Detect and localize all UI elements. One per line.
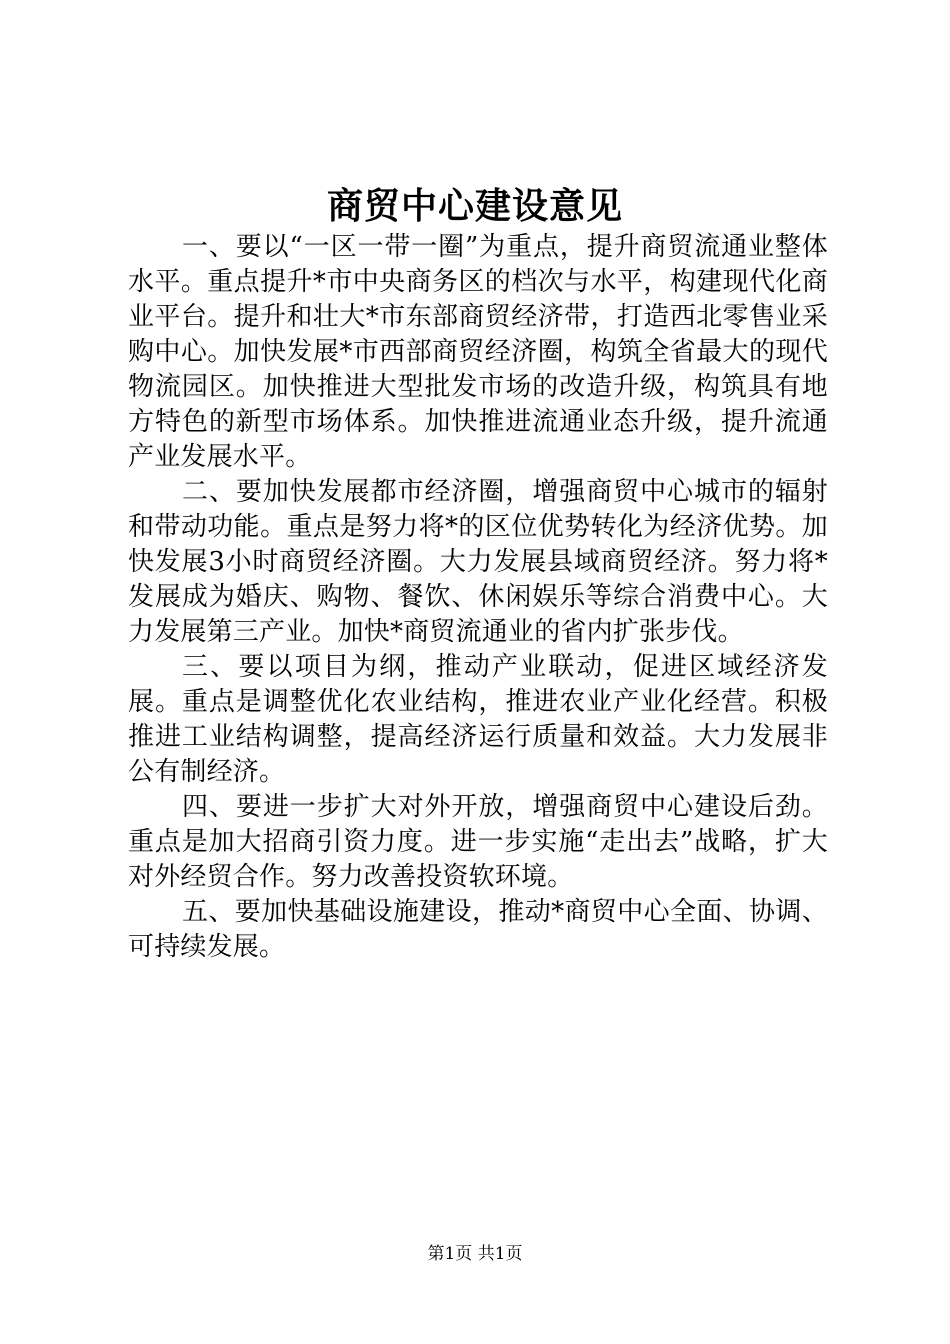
document-title: 商贸中心建设意见 (326, 185, 623, 227)
paragraph-1: 一、要以“一区一带一圈”为重点，提升商贸流通业整体水平。重点提升*市中央商务区的档次与水平，构建现代化商业平台。提升和壮大*市东部商贸经济带，打造西北零售业采购中心。加快发展*市西部商贸经济圈，构筑全省最大的现代物流园区。加快推进大型批发市场的改造升级，构筑具有地方特色的新型市场体系。加快推进流通业态升级，提升流通产业发展水平。 (128, 232, 828, 472)
paragraph-3: 三、要以项目为纲，推动产业联动，促进区域经济发展。重点是调整优化农业结构，推进农业产业化经营。积极推进工业结构调整，提高经济运行质量和效益。大力发展非公有制经济。 (128, 652, 828, 787)
paragraph-5: 五、要加快基础设施建设，推动*商贸中心全面、协调、可持续发展。 (128, 897, 828, 962)
paragraph-4: 四、要进一步扩大对外开放，增强商贸中心建设后劲。重点是加大招商引资力度。进一步实施“走出去”战略，扩大对外经贸合作。努力改善投资软环境。 (128, 792, 828, 892)
document-body (128, 230, 828, 965)
page-footer: 第1页 共1页 (427, 1244, 523, 1264)
paragraph-2: 二、要加快发展都市经济圈，增强商贸中心城市的辐射和带动功能。重点是努力将*的区位优势转化为经济优势。加快发展3小时商贸经济圈。大力发展县域商贸经济。努力将*发展成为婚庆、购物、餐饮、休闲娱乐等综合消费中心。大力发展第三产业。加快*商贸流通业的省内扩张步伐。 (128, 477, 828, 647)
